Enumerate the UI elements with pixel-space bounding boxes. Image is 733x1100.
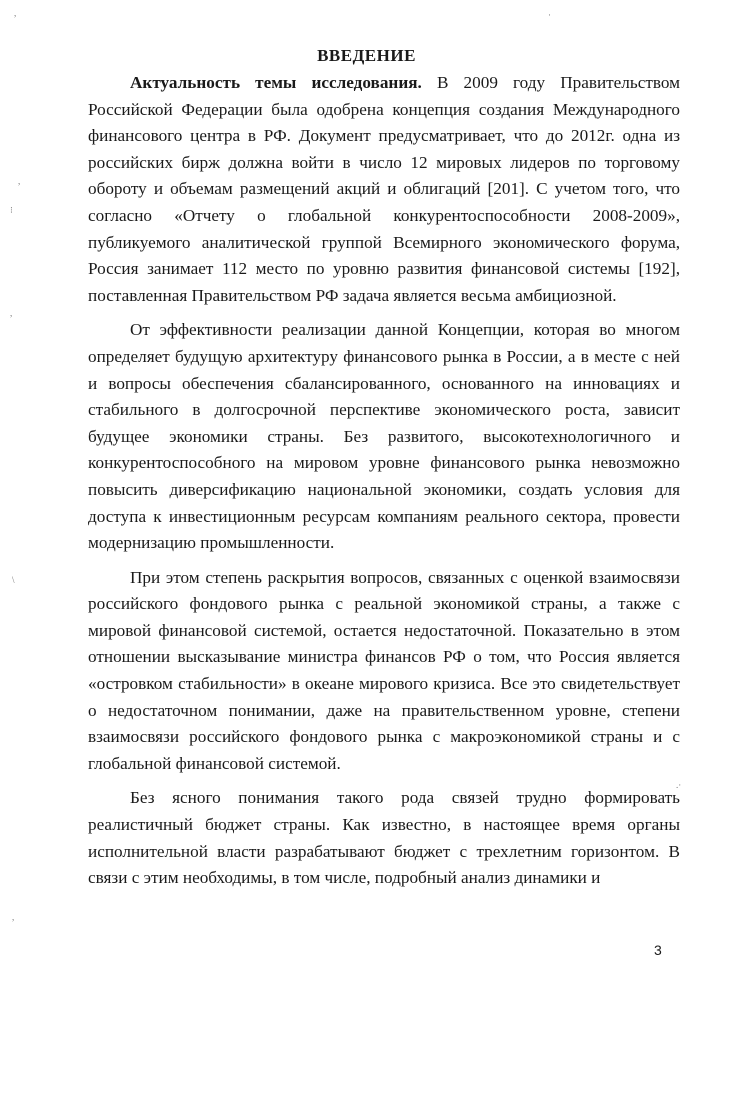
scan-speck: , [12, 912, 15, 922]
scan-speck: ⁝ [10, 205, 13, 215]
page-number: 3 [654, 942, 662, 958]
paragraph-1 [88, 70, 680, 309]
paragraph-4: Без ясного понимания такого рода связей трудно формировать реалистичный бюджет страны. Как известно, в настоящее время органы исполнительной власти разрабатывают бюджет с трехлетним горизонтом. В связи с этим необходимы, в том числе, подробный анализ динамики и [88, 788, 680, 888]
paragraph-2: От эффективности реализации данной Концепции, которая во многом определяет будущую архитектуру финансового рынка в России, а в месте с ней и вопросы обеспечения сбалансированного, основанного на инновациях и стабильного в долгосрочной перспективе экономического роста, зависит будущее экономики страны. Без развитого, высокотехнологичного и конкурентоспособного на мировом уровне финансового рынка невозможно повысить диверсификацию национальной экономики, создать условия для доступа к инвестиционным ресурсам компаниям реального сектора, провести модернизацию промышленности. [88, 320, 680, 553]
scan-speck: .· [676, 780, 682, 790]
scan-speck: , [18, 176, 21, 186]
scan-speck: , [10, 308, 13, 318]
document-body [88, 70, 680, 900]
relevance-lead: Актуальность темы исследования. [130, 73, 422, 92]
scan-speck: , [14, 8, 17, 18]
scan-speck: \ [12, 575, 15, 585]
scan-speck: · [548, 10, 551, 20]
paragraph-1-text: В 2009 году Правительством Российской Федерации была одобрена концепция создания Международного финансового центра в РФ. Документ предусматривает, что до 2012г. одна из российских бирж должна войти в число 12 мировых лидеров по торговому обороту и объемам размещений акций и облигаций [201]. С учетом того, что согласно «Отчету о глобальной конкурентоспособности 2008-2009», публикуемого аналитической группой Всемирного экономического форума, Россия занимает 112 место по уровню развития финансовой системы [192], поставленная Правительством РФ задача является весьма амбициозной. [88, 73, 680, 305]
paragraph-3: При этом степень раскрытия вопросов, связанных с оценкой взаимосвязи российского фондового рынка с реальной экономикой страны, а также с мировой финансовой системой, остается недостаточной. Показательно в этом отношении высказывание министра финансов РФ о том, что Россия является «островком стабильности» в океане мирового кризиса. Все это свидетельствует о недостаточном понимании, даже на правительственном уровне, степени взаимосвязи российского фондового рынка с макроэкономикой страны и с глобальной финансовой системой. [88, 567, 680, 773]
section-heading: ВВЕДЕНИЕ [317, 46, 416, 65]
